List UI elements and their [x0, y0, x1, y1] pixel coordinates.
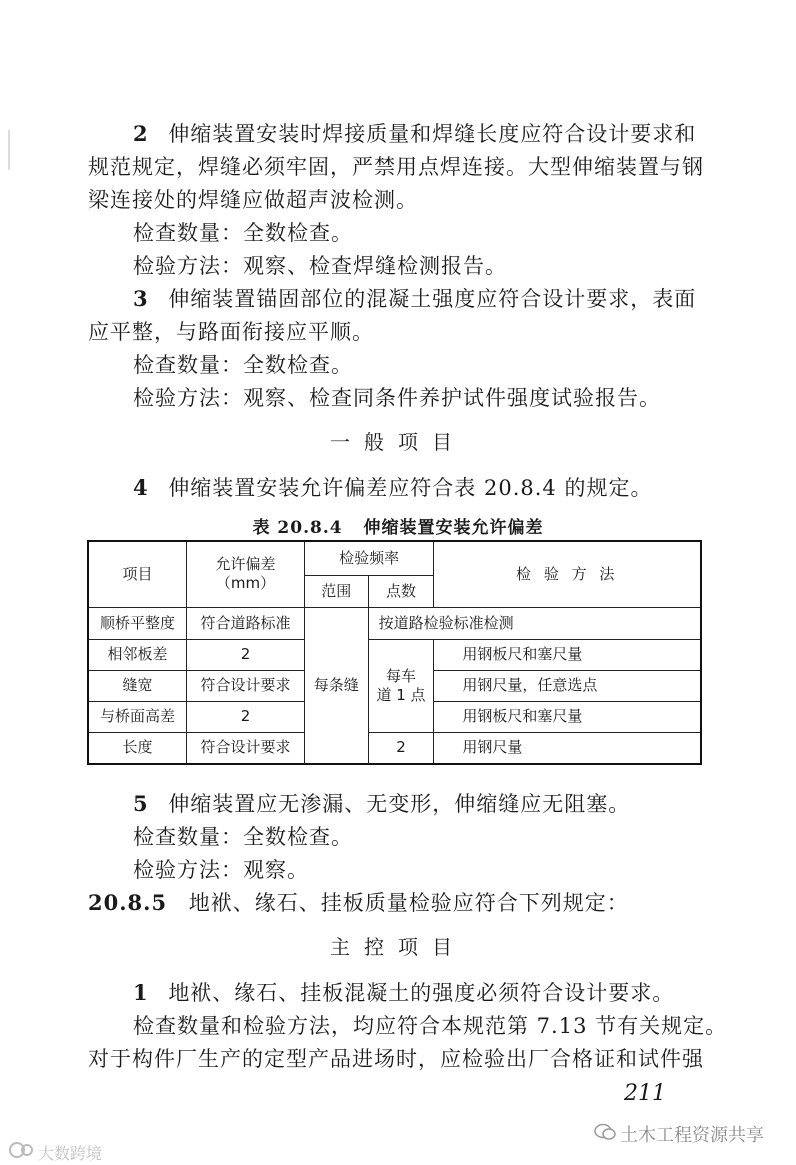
check-quantity: 检查数量：全数检查。	[133, 353, 353, 377]
chat-bubble-icon	[594, 1123, 616, 1141]
cell-tolerance: 2	[187, 639, 305, 670]
item-text: 伸缩装置锚固部位的混凝土强度应符合设计要求，表面	[168, 287, 697, 311]
cell-method: 用钢尺量，任意选点	[434, 670, 701, 701]
header-tolerance-line-1: 允许偏差	[215, 555, 276, 574]
cell-points: 2	[368, 732, 434, 764]
cell-tolerance: 符合设计要求	[187, 732, 305, 764]
item-number: 1	[133, 980, 149, 1005]
section-number: 20.8.5	[88, 890, 168, 915]
item-5	[133, 788, 630, 818]
cell-tolerance: 符合道路标准	[187, 607, 305, 639]
item-number: 4	[133, 475, 149, 500]
table-row	[88, 607, 701, 639]
section-heading-main: 主控项目	[330, 935, 466, 959]
section-text: 地袱、缘石、挂板质量检验应符合下列规定：	[188, 891, 629, 915]
item-text: 伸缩装置应无渗漏、无变形，伸缩缝应无阻塞。	[168, 792, 631, 816]
section-20-8-5	[88, 887, 629, 917]
cell-method: 用钢尺量	[434, 732, 701, 764]
header-frequency: 检验频率	[304, 541, 434, 575]
cell-item: 长度	[88, 732, 187, 764]
cell-item: 缝宽	[88, 670, 187, 701]
cell-tolerance: 符合设计要求	[187, 670, 305, 701]
cell-tolerance: 2	[187, 701, 305, 732]
item-text: 地袱、缘石、挂板混凝土的强度必须符合设计要求。	[168, 981, 675, 1005]
check-quantity: 检查数量：全数检查。	[133, 221, 353, 245]
cell-method: 用钢板尺和塞尺量	[434, 639, 701, 670]
cell-item: 相邻板差	[88, 639, 187, 670]
item-4	[133, 472, 652, 502]
item-number: 3	[133, 286, 149, 311]
section-heading-general: 一般项目	[330, 430, 466, 454]
table-caption-title: 伸缩装置安装允许偏差	[363, 518, 544, 538]
cell-item: 与桥面高差	[88, 701, 187, 732]
table-row	[88, 639, 701, 670]
check-method: 检验方法：观察。	[133, 858, 309, 882]
check-method: 检验方法：观察、检查焊缝检测报告。	[133, 254, 507, 278]
item-1	[133, 977, 674, 1007]
header-range: 范围	[304, 575, 368, 607]
item-text: 伸缩装置安装允许偏差应符合表 20.8.4 的规定。	[168, 476, 653, 500]
item-2-line-3: 梁连接处的焊缝应做超声波检测。	[88, 188, 418, 212]
header-points: 点数	[368, 575, 434, 607]
cell-points-line-2: 道 1 点	[376, 685, 426, 704]
tolerance-table	[87, 540, 702, 765]
item-number: 5	[133, 791, 149, 816]
table-caption	[0, 513, 796, 538]
cell-item: 顺桥平整度	[88, 607, 187, 639]
item-2-line-2: 规范规定，焊缝必须牢固，严禁用点焊连接。大型伸缩装置与钢	[88, 155, 704, 179]
item-text: 伸缩装置安装时焊接质量和焊缝长度应符合设计要求和	[168, 122, 697, 146]
table-row	[88, 732, 701, 764]
scan-edge-mark	[8, 130, 10, 170]
header-method: 检 验 方 法	[434, 541, 701, 607]
table-caption-number: 表 20.8.4	[252, 518, 343, 538]
watermark-logo-text: 大数跨境	[38, 1144, 103, 1163]
cell-points-merged	[368, 639, 434, 732]
check-quantity: 检查数量：全数检查。	[133, 825, 353, 849]
cell-points-line-1: 每车	[386, 666, 417, 685]
watermark-source: 土木工程资源共享	[620, 1125, 764, 1146]
cell-method: 用钢板尺和塞尺量	[434, 701, 701, 732]
item-1-line-3: 对于构件厂生产的定型产品进场时，应检验出厂合格证和试件强	[88, 1047, 704, 1071]
item-2-line-1	[133, 118, 696, 148]
header-tolerance	[187, 541, 305, 607]
item-3-line-1	[133, 283, 696, 313]
check-method: 检验方法：观察、检查同条件养护试件强度试验报告。	[133, 386, 661, 410]
cell-range-merged: 每条缝	[304, 607, 368, 764]
header-tolerance-line-2: （mm）	[215, 574, 276, 593]
item-number: 2	[133, 121, 149, 146]
cell-method: 按道路检验标准检测	[368, 607, 701, 639]
item-3-line-2: 应平整，与路面衔接应平顺。	[88, 320, 374, 344]
header-item: 项目	[88, 541, 187, 607]
logo-icon	[8, 1140, 34, 1160]
page-number: 211	[624, 1081, 666, 1106]
item-1-line-2: 检查数量和检验方法，均应符合本规范第 7.13 节有关规定。	[133, 1014, 728, 1038]
